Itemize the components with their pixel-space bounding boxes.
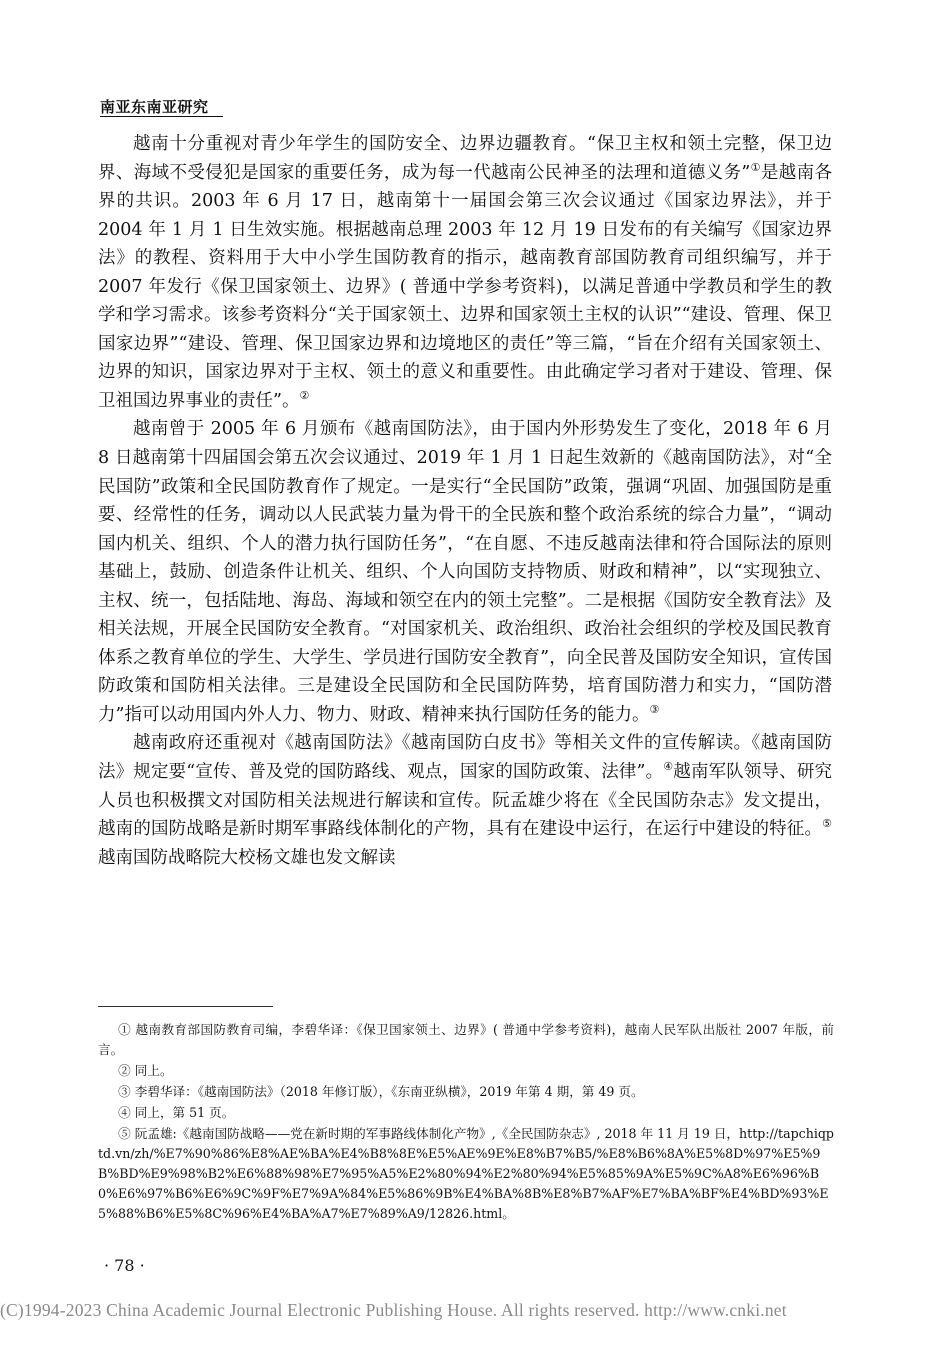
footnote-ref-1[interactable]: ① <box>750 160 761 174</box>
paragraph-text: 越南十分重视对青少年学生的国防安全、边界边疆教育。“保卫主权和领土完整，保卫边界、海域不受侵犯是国家的重要任务，成为每一代越南公民神圣的法理和道德义务” <box>98 134 832 183</box>
footnote-ref-4[interactable]: ④ <box>663 760 674 774</box>
copyright-watermark: (C)1994-2023 China Academic Journal Electronic Publishing House. All rights reserved. http://www.cnki.net <box>0 1300 787 1320</box>
footnote-ref-5[interactable]: ⑤ <box>822 817 832 831</box>
footnotes <box>98 1020 834 1225</box>
page-number: · 78 · <box>104 1256 145 1275</box>
paragraph-text: 越南曾于 2005 年 6 月颁布《越南国防法》，由于国内外形势发生了变化，2018 年 6 月 8 日越南第十四届国会第五次会议通过、2019 年 1 月 1 日起生效新的《越南国防法》，对“全民国防”政策和全民国防教育作了规定。一是实行“全民国防”政策，强调“巩固、加强国防是重要、经常性的任务，调动以人民武装力量为骨干的全民族和整个政治系统的综合力量”，“调动国内机关、组织、个人的潜力执行国防任务”，“在自愿、不违反越南法律和符合国际法的原则基础上，鼓励、创造条件让机关、组织、个人向国防支持物质、财政和精神”，以“实现独立、主权、统一，包括陆地、海岛、海域和领空在内的领土完整”。二是根据《国防安全教育法》及相关法规，开展全民国防安全教育。“对国家机关、政治组织、政治社会组织的学校及国民教育体系之教育单位的学生、大学生、学员进行国防安全教育”，向全民普及国防安全知识，宣传国防政策和国防相关法律。三是建设全民国防和全民国防阵势，培育国防潜力和实力，“国防潜力”指可以动用国内外人力、物力、财政、精神来执行国防任务的能力。 <box>98 419 832 725</box>
paragraph-text: 越南国防战略院大校杨文雄也发文解读 <box>98 847 396 868</box>
article-body <box>98 130 832 872</box>
footnote-separator <box>98 1006 273 1007</box>
footnote-ref-2[interactable]: ② <box>299 389 310 403</box>
header-underline <box>100 116 223 117</box>
paragraph-text: 越南政府还重视对《越南国防法》《越南国防白皮书》等相关文件的宣传解读。《越南国防法》规定要“宣传、普及党的国防路线、观点，国家的国防政策、法律”。 <box>98 733 832 783</box>
footnote-3: ③ 李碧华译：《越南国防法》（2018 年修订版），《东南亚纵横》，2019 年第 4 期，第 49 页。 <box>118 1084 644 1099</box>
footnote-1: ① 越南教育部国防教育司编，李碧华译：《保卫国家领土、边界》( 普通中学参考资料)，越南人民军队出版社 2007 年版，前言。 <box>98 1022 834 1057</box>
paragraph-3 <box>98 729 832 872</box>
paragraph-text: 是越南各界的共识。2003 年 6 月 17 日，越南第十一届国会第三次会议通过《国家边界法》，并于 2004 年 1 月 1 日生效实施。根据越南总理 2003 年 12 月 19 日发布的有关编写《国家边界法》的教程、资料用于大中小学生国防教育的指示，越南教育部国防教育司组织编写，并于 2007 年发行《保卫国家领土、边界》( 普通中学参考资料)，以满足普通中学教员和学生的教学和学习需求。该参考资料分“关于国家领土、边界和国家领土主权的认识”“建设、管理、保卫国家边界”“建设、管理、保卫国家边界和边境地区的责任”等三篇，“旨在介绍有关国家领土、边界的知识，国家边界对于主权、领土的意义和重要性。由此确定学习者对于建设、管理、保卫祖国边界事业的责任”。 <box>98 162 832 411</box>
paragraph-text: 越南军队领导、研究人员也积极撰文对国防相关法规进行解读和宣传。阮孟雄少将在《全民国防杂志》发文提出，越南的国防战略是新时期军事路线体制化的产物，具有在建设中运行，在运行中建设的特征。 <box>98 762 832 840</box>
paragraph-2 <box>98 415 832 729</box>
journal-header: 南亚东南亚研究 <box>100 98 209 116</box>
footnote-ref-3[interactable]: ③ <box>649 703 660 717</box>
paragraph-1 <box>98 130 832 415</box>
footnote-5: ⑤ 阮孟雄:《越南国防战略——党在新时期的军事路线体制化产物》,《全民国防杂志》, 2018 年 11 月 19 日，http://tapchiqptd.vn/zh/%E7%90%86%E8%AE%BA%E4%B8%8E%E5%AE%9E%E8%B7%B5/%E8%B6%8A%E5%8D%97%E5%9B%BD%E9%98%B2%E6%88%98%E7%95%A5%E2%80%94%E2%80%94%E5%85%9A%E5%9C%A8%E6%96%B0%E6%97%B6%E6%9C%9F%E7%9A%84%E5%86%9B%E4%BA%8B%E8%B7%AF%E7%BA%BF%E4%BD%93%E5%88%B6%E5%8C%96%E4%BA%A7%E7%89%A9/12826.html。 <box>98 1126 834 1221</box>
footnote-4: ④ 同上，第 51 页。 <box>118 1105 235 1120</box>
footnote-2: ② 同上。 <box>118 1063 173 1078</box>
